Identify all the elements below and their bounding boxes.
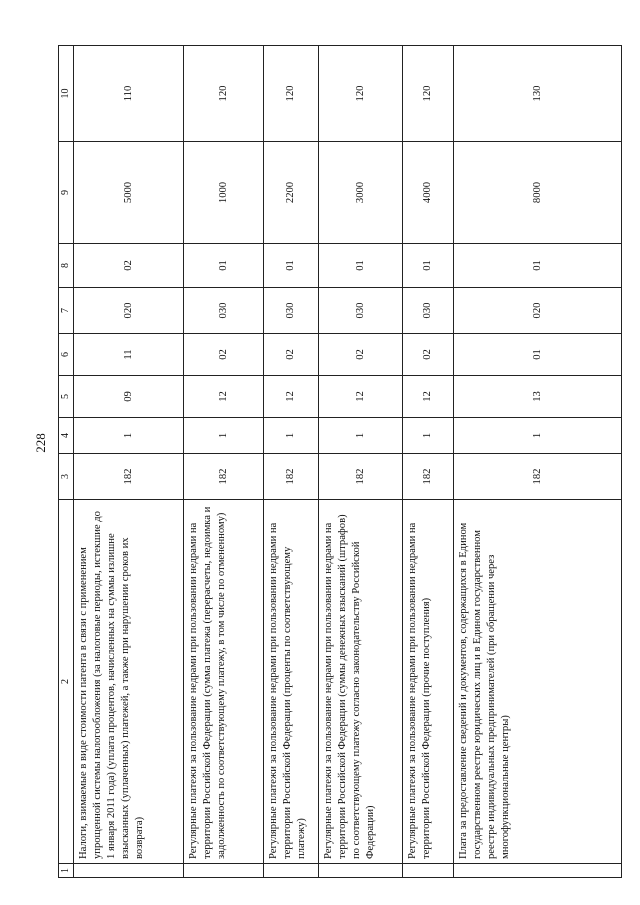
row-code-3: 182: [74, 454, 184, 500]
row-code-3: 182: [403, 454, 454, 500]
row-code-10: 120: [403, 46, 454, 142]
row-col1: [74, 864, 184, 878]
row-code-6: 02: [319, 334, 403, 376]
row-description: Регулярные платежи за пользование недрами при пользовании недрами на территории Российской Федерации (проценты по соответствующему платежу): [264, 500, 319, 864]
row-code-3: 182: [264, 454, 319, 500]
row-code-8: 01: [264, 244, 319, 288]
row-code-5: 12: [319, 376, 403, 418]
row-code-8: 01: [454, 244, 622, 288]
header-cell-9: 9: [59, 142, 74, 244]
row-code-4: 1: [403, 418, 454, 454]
row-code-10: 110: [74, 46, 184, 142]
row-code-5: 13: [454, 376, 622, 418]
row-code-9: 1000: [184, 142, 264, 244]
row-code-3: 182: [184, 454, 264, 500]
row-description: Плата за предоставление сведений и документов, содержащихся в Едином государственном реестре юридических лиц и в Едином государственном реестре индивидуальных предпринимателей (при обращении через многофункциональные центры): [454, 500, 622, 864]
header-cell-3: 3: [59, 454, 74, 500]
row-description: Налоги, взимаемые в виде стоимости патента в связи с применением упрощенной системы налогообложения (за налоговые периоды, истекшие до 1 января 2011 года) (уплата процентов, начисленных на суммы излишне взысканных (уплаченных) платежей, а также при нарушении сроков их возврата): [74, 500, 184, 864]
row-code-7: 030: [184, 288, 264, 334]
table-row: [74, 46, 184, 878]
row-code-5: 12: [184, 376, 264, 418]
row-code-6: 01: [454, 334, 622, 376]
row-code-9: 8000: [454, 142, 622, 244]
row-col1: [184, 864, 264, 878]
header-cell-1: 1: [59, 864, 74, 878]
row-code-9: 2200: [264, 142, 319, 244]
row-code-5: 12: [403, 376, 454, 418]
row-code-3: 182: [454, 454, 622, 500]
row-code-10: 120: [184, 46, 264, 142]
row-col1: [264, 864, 319, 878]
row-code-7: 020: [74, 288, 184, 334]
row-code-7: 030: [319, 288, 403, 334]
row-code-8: 02: [74, 244, 184, 288]
row-code-5: 12: [264, 376, 319, 418]
row-col1: [454, 864, 622, 878]
row-code-5: 09: [74, 376, 184, 418]
row-code-4: 1: [184, 418, 264, 454]
page-number: 228: [33, 433, 48, 453]
row-description: Регулярные платежи за пользование недрами при пользовании недрами на территории Российской Федерации (суммы денежных взысканий (штрафов) по соответствующему платежу согласно законодательству Российской Федерации): [319, 500, 403, 864]
table-row: [319, 46, 403, 878]
header-cell-8: 8: [59, 244, 74, 288]
header-cell-10: 10: [59, 46, 74, 142]
row-code-7: 030: [403, 288, 454, 334]
header-cell-7: 7: [59, 288, 74, 334]
row-code-4: 1: [454, 418, 622, 454]
row-code-10: 130: [454, 46, 622, 142]
row-code-8: 01: [319, 244, 403, 288]
table-row: [184, 46, 264, 878]
row-code-8: 01: [403, 244, 454, 288]
table-row: [454, 46, 622, 878]
row-code-6: 02: [264, 334, 319, 376]
row-code-9: 4000: [403, 142, 454, 244]
row-description: Регулярные платежи за пользование недрами при пользовании недрами на территории Российской Федерации (прочие поступления): [403, 500, 454, 864]
row-code-7: 020: [454, 288, 622, 334]
row-code-9: 3000: [319, 142, 403, 244]
table-container: [58, 46, 622, 878]
row-description: Регулярные платежи за пользование недрами при пользовании недрами на территории Российской Федерации (сумма платежа (перерасчеты, недоимка и задолженность по соответствующему платежу, в том числе по отмененному): [184, 500, 264, 864]
table-row: [403, 46, 454, 878]
row-code-9: 5000: [74, 142, 184, 244]
row-code-8: 01: [184, 244, 264, 288]
row-code-3: 182: [319, 454, 403, 500]
header-cell-2: 2: [59, 500, 74, 864]
row-code-10: 120: [264, 46, 319, 142]
header-cell-6: 6: [59, 334, 74, 376]
row-code-6: 11: [74, 334, 184, 376]
row-code-4: 1: [319, 418, 403, 454]
row-code-6: 02: [184, 334, 264, 376]
row-code-4: 1: [264, 418, 319, 454]
row-code-6: 02: [403, 334, 454, 376]
header-row: [59, 46, 74, 878]
classification-table: [58, 45, 622, 878]
row-code-7: 030: [264, 288, 319, 334]
table-row: [264, 46, 319, 878]
row-code-4: 1: [74, 418, 184, 454]
row-code-10: 120: [319, 46, 403, 142]
row-col1: [403, 864, 454, 878]
header-cell-5: 5: [59, 376, 74, 418]
header-cell-4: 4: [59, 418, 74, 454]
row-col1: [319, 864, 403, 878]
